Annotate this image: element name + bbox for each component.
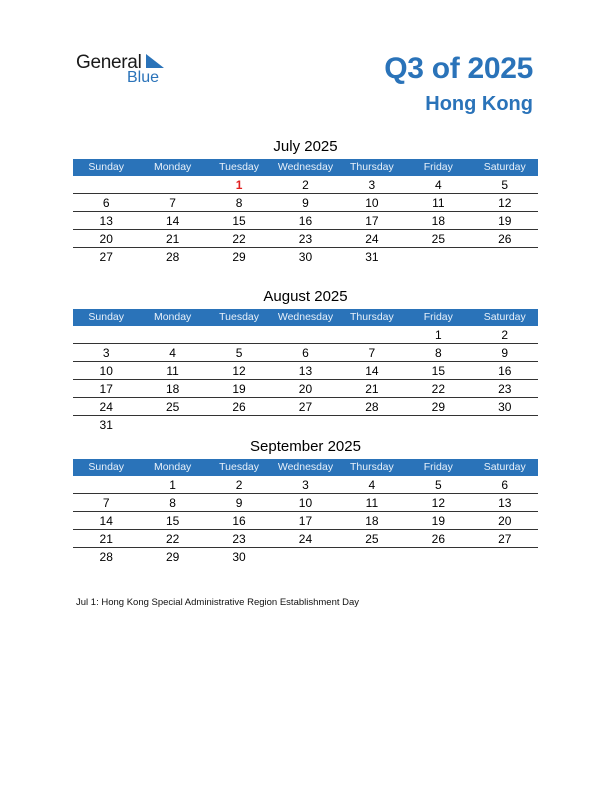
date-cell (73, 176, 139, 193)
generalblue-logo (76, 52, 186, 92)
region-title: Hong Kong (425, 93, 533, 115)
week-row (73, 212, 538, 230)
weekday-label: Tuesday (219, 461, 259, 473)
date-cell: 5 (501, 178, 509, 192)
weekday-label: Saturday (483, 461, 526, 473)
holiday-notes (76, 597, 359, 608)
weekday-header (73, 459, 538, 476)
weekday-label: Monday (153, 161, 192, 173)
date-cell: 18 (165, 382, 180, 396)
date-cell: 27 (498, 532, 512, 546)
date-cell: 11 (166, 364, 179, 378)
weekday-label: Monday (153, 311, 192, 323)
date-cell: 16 (232, 514, 246, 528)
date-cell: 28 (165, 250, 180, 264)
date-cell: 28 (365, 400, 379, 414)
date-cell: 28 (99, 550, 113, 564)
date-cell (472, 248, 538, 265)
date-cell: 15 (165, 514, 180, 528)
week-row (73, 494, 538, 512)
date-cell: 9 (501, 346, 509, 360)
date-cell (73, 326, 139, 343)
week-row (73, 530, 538, 548)
date-cell: 1 (169, 478, 176, 492)
date-cell: 30 (232, 550, 246, 564)
date-cell: 15 (431, 364, 445, 378)
week-row (73, 176, 538, 194)
month-calendar (73, 437, 538, 565)
date-cell: 15 (232, 214, 246, 228)
date-cell (206, 416, 272, 433)
date-cell: 13 (298, 364, 313, 378)
date-cell (206, 326, 272, 343)
week-row (73, 476, 538, 494)
date-cell: 6 (501, 478, 509, 492)
date-cell: 16 (498, 364, 512, 378)
weekday-label: Wednesday (277, 311, 334, 323)
month-title: July 2025 (273, 138, 338, 155)
date-cell: 18 (431, 214, 445, 228)
week-row (73, 194, 538, 212)
date-cell: 21 (99, 532, 113, 546)
weekday-label: Sunday (88, 461, 125, 473)
date-cell: 19 (431, 514, 445, 528)
date-cell: 4 (434, 178, 442, 192)
date-cell: 31 (365, 250, 379, 264)
date-cell (272, 326, 338, 343)
date-cell (472, 416, 538, 433)
date-cell: 29 (431, 400, 445, 414)
date-cell: 11 (432, 196, 445, 210)
date-cell (339, 548, 405, 565)
weekday-label: Thursday (350, 161, 394, 173)
date-cell: 20 (498, 514, 512, 528)
date-cell: 25 (431, 232, 445, 246)
date-cell: 20 (298, 382, 313, 396)
date-cell: 10 (365, 196, 379, 210)
weekday-label: Thursday (350, 461, 394, 473)
date-cell: 30 (298, 250, 313, 264)
date-cell (139, 176, 205, 193)
date-cell (139, 326, 205, 343)
date-cell: 22 (232, 232, 246, 246)
date-cell: 24 (365, 232, 379, 246)
date-cell: 29 (232, 250, 246, 264)
date-cell (405, 416, 471, 433)
date-cell: 9 (235, 496, 243, 510)
week-row (73, 398, 538, 416)
date-cell: 19 (232, 382, 246, 396)
date-cell (272, 548, 338, 565)
date-cell: 8 (434, 346, 442, 360)
date-cell: 12 (232, 364, 246, 378)
date-cell: 9 (302, 196, 309, 210)
date-cell: 18 (365, 514, 379, 528)
date-cell (339, 326, 405, 343)
date-cell: 7 (102, 496, 110, 510)
date-cell: 14 (99, 514, 113, 528)
date-cell: 12 (498, 196, 512, 210)
week-row (73, 344, 538, 362)
date-cell: 22 (165, 532, 180, 546)
date-cell: 5 (235, 346, 243, 360)
date-cell: 19 (498, 214, 512, 228)
weekday-label: Monday (153, 461, 192, 473)
date-cell: 14 (365, 364, 379, 378)
date-cell: 2 (501, 328, 509, 342)
week-row (73, 326, 538, 344)
date-cell: 25 (165, 400, 180, 414)
weekday-header (73, 159, 538, 176)
date-cell: 24 (99, 400, 113, 414)
week-row (73, 512, 538, 530)
month-calendar (73, 287, 538, 433)
date-cell: 5 (434, 478, 442, 492)
week-row (73, 362, 538, 380)
month-title: August 2025 (263, 288, 348, 305)
date-cell: 23 (232, 532, 246, 546)
date-cell: 24 (298, 532, 313, 546)
month-title: September 2025 (250, 438, 361, 455)
date-cell: 17 (99, 382, 113, 396)
weekday-label: Friday (423, 311, 453, 323)
weekday-label: Friday (423, 461, 453, 473)
date-cell: 17 (365, 214, 379, 228)
date-cell: 2 (235, 478, 243, 492)
weekday-header (73, 309, 538, 326)
weekday-label: Saturday (483, 161, 526, 173)
week-row (73, 380, 538, 398)
date-cell: 8 (169, 496, 176, 510)
date-cell: 3 (302, 478, 309, 492)
date-cell: 11 (365, 496, 379, 510)
date-cell: 22 (431, 382, 445, 396)
date-cell: 27 (298, 400, 313, 414)
holiday-note: Jul 1: Hong Kong Special Administrative Region Establishment Day (76, 597, 360, 608)
date-cell: 16 (298, 214, 313, 228)
week-row (73, 416, 538, 433)
date-cell (339, 416, 405, 433)
week-row (73, 548, 538, 565)
date-cell: 10 (99, 364, 113, 378)
logo-general-text: General (76, 52, 142, 73)
date-cell: 26 (232, 400, 246, 414)
date-cell (139, 416, 205, 433)
date-cell: 31 (99, 418, 113, 432)
date-cell: 30 (498, 400, 512, 414)
date-cell (73, 476, 139, 493)
date-cell (405, 548, 471, 565)
date-cell: 7 (169, 196, 176, 210)
weekday-label: Tuesday (219, 161, 259, 173)
date-cell: 20 (99, 232, 113, 246)
date-cell: 1 (434, 328, 442, 342)
date-cell: 21 (365, 382, 379, 396)
holiday-date-cell: 1 (235, 178, 243, 192)
date-cell: 10 (298, 496, 313, 510)
logo-triangle-icon (144, 52, 166, 70)
weekday-label: Wednesday (277, 161, 334, 173)
weekday-label: Sunday (88, 311, 125, 323)
date-cell: 12 (431, 496, 445, 510)
date-cell: 6 (102, 196, 110, 210)
page-title: Q3 of 2025 (384, 52, 533, 85)
week-row (73, 230, 538, 248)
date-cell: 23 (498, 382, 512, 396)
logo-blue-text: Blue (127, 69, 160, 86)
date-cell: 3 (368, 178, 376, 192)
date-cell: 13 (99, 214, 113, 228)
date-cell: 26 (498, 232, 512, 246)
weekday-label: Sunday (88, 161, 125, 173)
date-cell: 29 (165, 550, 180, 564)
date-cell: 26 (431, 532, 445, 546)
date-cell (472, 548, 538, 565)
date-cell: 8 (235, 196, 243, 210)
date-cell (405, 248, 471, 265)
date-cell: 6 (302, 346, 309, 360)
week-row (73, 248, 538, 265)
date-cell (272, 416, 338, 433)
date-cell: 2 (302, 178, 309, 192)
date-cell: 13 (498, 496, 512, 510)
weekday-label: Thursday (350, 311, 394, 323)
weekday-label: Friday (423, 161, 453, 173)
date-cell: 17 (298, 514, 313, 528)
weekday-label: Wednesday (277, 461, 334, 473)
date-cell: 27 (99, 250, 113, 264)
date-cell: 21 (165, 232, 180, 246)
date-cell: 4 (368, 478, 376, 492)
date-cell: 25 (365, 532, 379, 546)
date-cell: 14 (165, 214, 180, 228)
date-cell: 4 (169, 346, 176, 360)
date-cell: 7 (368, 346, 376, 360)
date-cell: 23 (298, 232, 313, 246)
date-cell: 3 (102, 346, 110, 360)
weekday-label: Saturday (483, 311, 526, 323)
weekday-label: Tuesday (219, 311, 259, 323)
month-calendar (73, 137, 538, 265)
